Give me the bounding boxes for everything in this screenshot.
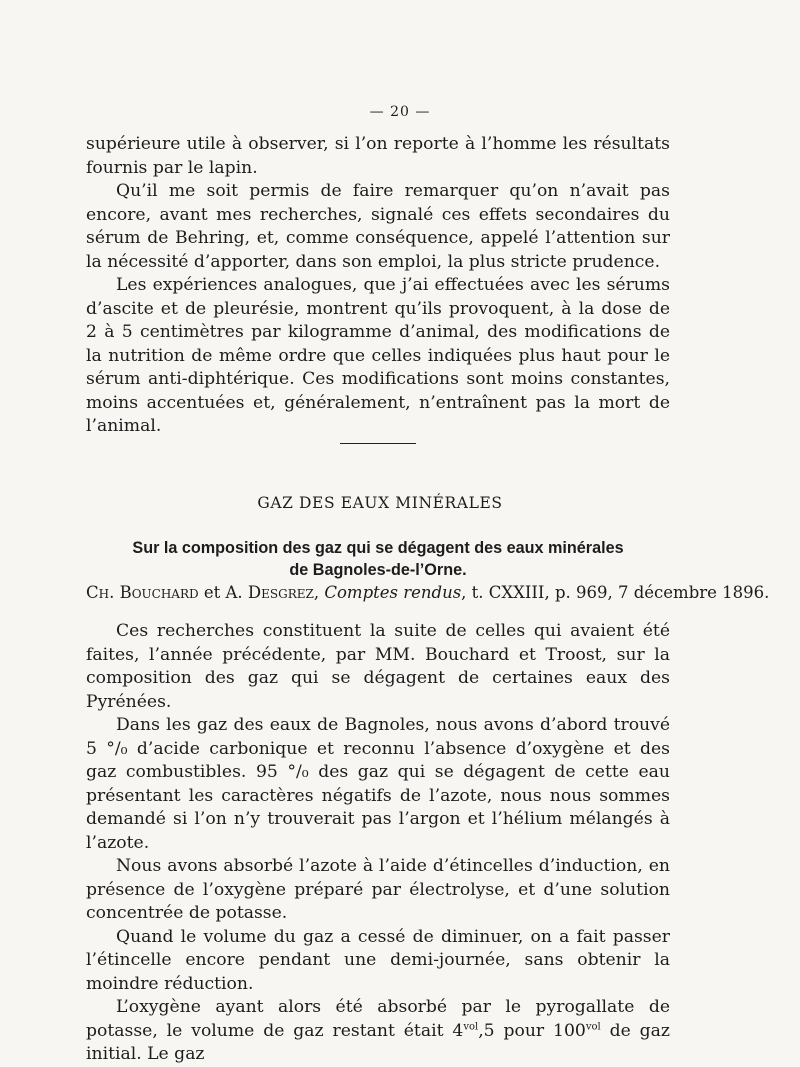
body-paragraph-5-part-1: L’oxygène ayant alors été absorbé par le pyrogallate de potasse, le volume de gaz restant était 4 (86, 997, 670, 1041)
body-paragraph-5 (86, 996, 670, 1067)
article-title-line-2: de Bagnoles-de-l’Orne. (289, 561, 467, 579)
citation-separator: , (313, 583, 325, 602)
intro-paragraph-3: Les expériences analogues, que j’ai effectuées avec les sérums d’ascite et de pleurésie, montrent qu’ils provoquent, à la dose de 2 à 5 centimètres par kilogramme d’animal, des modifications de la nutrition de même ordre que celles indiquées plus haut pour le sérum anti-diphtérique. Ces modifications sont moins constantes, moins accentuées et, généralement, n’entraînent pas la mort de l’animal. (86, 275, 670, 436)
body-paragraph-3: Nous avons absorbé l’azote à l’aide d’étincelles d’induction, en présence de l’oxygène préparé par électrolyse, et d’une solution concentrée de potasse. (86, 856, 670, 923)
article-title-line-1: Sur la composition des gaz qui se dégagent des eaux minérales (132, 539, 624, 557)
citation-author-2: A. Desgrez (225, 583, 314, 602)
citation-details: , t. CXXIII, p. 969, 7 décembre 1896. (461, 583, 770, 602)
body-paragraph-4: Quand le volume du gaz a cessé de diminuer, on a fait passer l’étincelle encore pendant une demi-journée, sans obtenir la moindre réduction. (86, 926, 670, 994)
intro-paragraph-2: Qu’il me soit permis de faire remarquer qu’on n’avait pas encore, avant mes recherches, signalé ces effets secondaires du sérum de Behring, et, comme conséquence, appelé l’attention sur la nécessité d’apporter, dans son emploi, la plus stricte prudence. (86, 181, 670, 272)
body-paragraph-5-sup-1: vol (463, 1020, 479, 1032)
section-title: GAZ DES EAUX MINÉRALES (257, 494, 503, 512)
body-paragraph-1: Ces recherches constituent la suite de celles qui avaient été faites, l’année précédente, par MM. Bouchard et Troost, sur la composition des gaz qui se dégagent de certaines eaux des Pyrénées. (86, 621, 670, 712)
body-paragraph-5-sup-2: vol (585, 1020, 601, 1032)
intro-paragraph-1: supérieure utile à observer, si l’on reporte à l’homme les résultats fournis par le lapin. (86, 134, 670, 178)
citation (86, 582, 770, 604)
page-number: — 20 — (369, 104, 431, 120)
body-paragraph-2: Dans les gaz des eaux de Bagnoles, nous avons d’abord trouvé 5 °/₀ d’acide carbonique et reconnu l’absence d’oxygène et des gaz combustibles. 95 °/₀ des gaz qui se dégagent de cette eau présentant les caractères négatifs de l’azote, nous nous sommes demandé si l’on n’y trouverait pas l’argon et l’hélium mélangés à l’azote. (86, 715, 670, 853)
citation-journal: Comptes rendus (324, 583, 462, 602)
article-body (86, 620, 670, 1067)
article-title (86, 537, 670, 581)
intro-text (86, 133, 670, 439)
citation-author-1: Ch. Bouchard (86, 583, 199, 602)
citation-conjunction: et (198, 583, 226, 602)
section-divider (340, 443, 416, 444)
body-paragraph-5-part-3: de gaz initial. Le gaz (86, 1020, 670, 1064)
body-paragraph-5-part-2: ,5 pour 100 (478, 1020, 586, 1041)
